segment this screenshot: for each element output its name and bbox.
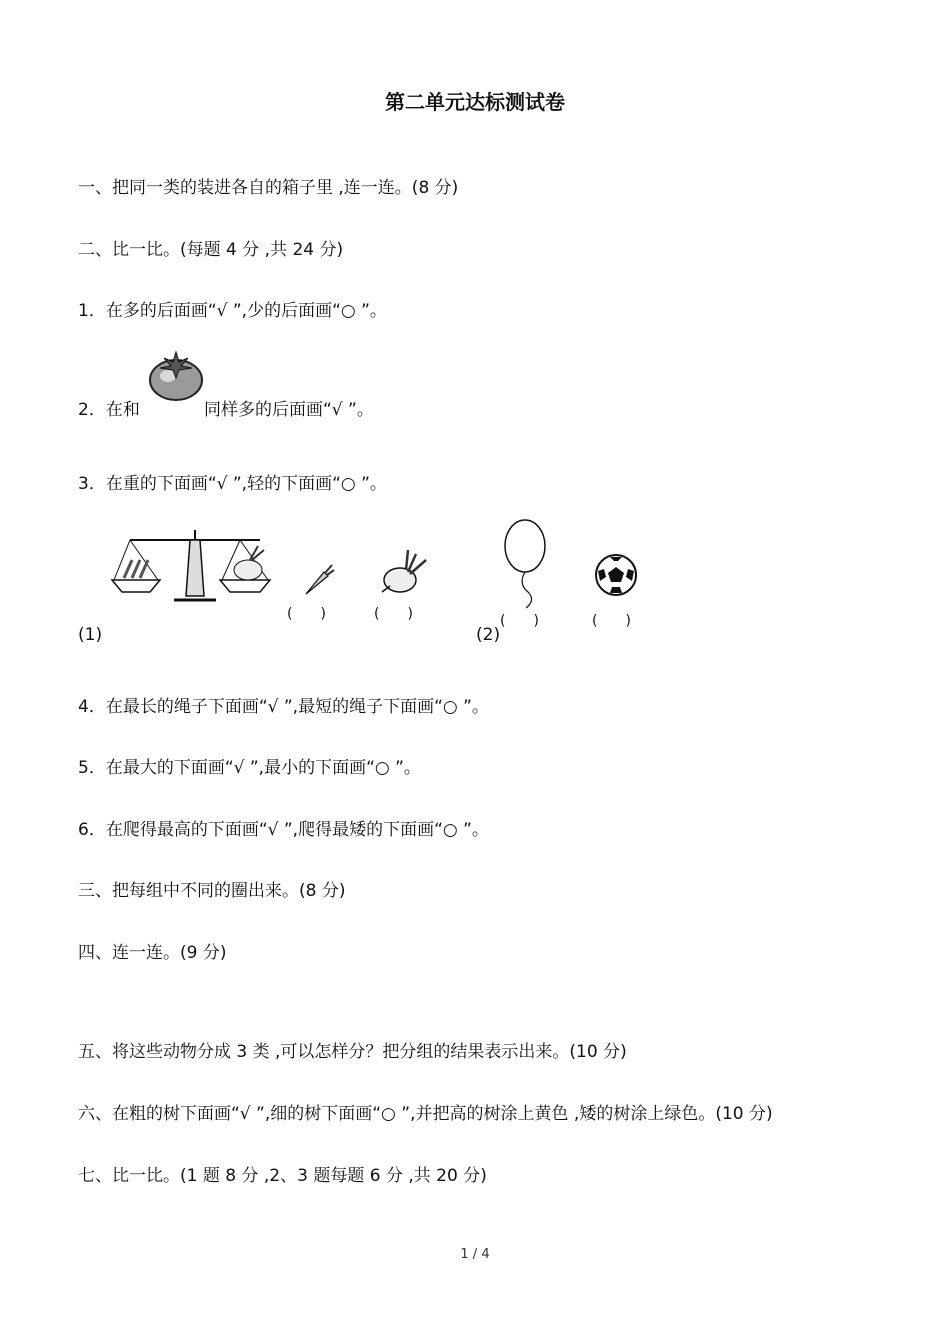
- question-2-1: 1．在多的后面画“√ ”,少的后面画“○ ”。: [78, 301, 387, 321]
- question-2-4: 4．在最长的绳子下面画“√ ”,最短的绳子下面画“○ ”。: [78, 697, 489, 717]
- carrot-icon: [302, 562, 336, 598]
- balance-scale-icon: [110, 520, 280, 606]
- answer-blank: ( ): [374, 606, 413, 622]
- question-5: 五、将这些动物分成 3 类 ,可以怎样分？把分组的结果表示出来。(10 分): [78, 1042, 627, 1062]
- question-6: 六、在粗的树下面画“√ ”,细的树下面画“○ ”,并把高的树涂上黄色 ,矮的树涂上绿色。(10 分): [78, 1104, 773, 1124]
- question-7: 七、比一比。(1 题 8 分 ,2、3 题每题 6 分 ,共 20 分): [78, 1166, 487, 1186]
- page-number: 1 / 4: [460, 1247, 490, 1262]
- part-1-label: (1): [78, 625, 103, 645]
- tomato-icon: [148, 348, 206, 404]
- question-3: 三、把每组中不同的圈出来。(8 分): [78, 881, 346, 901]
- answer-blank: ( ): [592, 613, 631, 629]
- page-title: 第二单元达标测试卷: [385, 90, 565, 114]
- radish-icon: [376, 546, 432, 598]
- balloon-icon: [500, 518, 550, 610]
- question-2-2-prefix: 2．在和: [78, 400, 140, 420]
- question-2-5: 5．在最大的下面画“√ ”,最小的下面画“○ ”。: [78, 758, 421, 778]
- soccer-ball-icon: [594, 553, 638, 597]
- question-2-6: 6．在爬得最高的下面画“√ ”,爬得最矮的下面画“○ ”。: [78, 820, 489, 840]
- question-1: 一、把同一类的装进各自的箱子里 ,连一连。(8 分): [78, 178, 459, 198]
- question-4: 四、连一连。(9 分): [78, 943, 227, 963]
- question-2-3: 3．在重的下面画“√ ”,轻的下面画“○ ”。: [78, 474, 387, 494]
- answer-blank: ( ): [500, 613, 539, 629]
- question-2: 二、比一比。(每题 4 分 ,共 24 分): [78, 240, 344, 260]
- answer-blank: ( ): [287, 606, 326, 622]
- part-2-label: (2): [476, 625, 501, 645]
- question-2-2-suffix: 同样多的后面画“√ ”。: [204, 400, 374, 420]
